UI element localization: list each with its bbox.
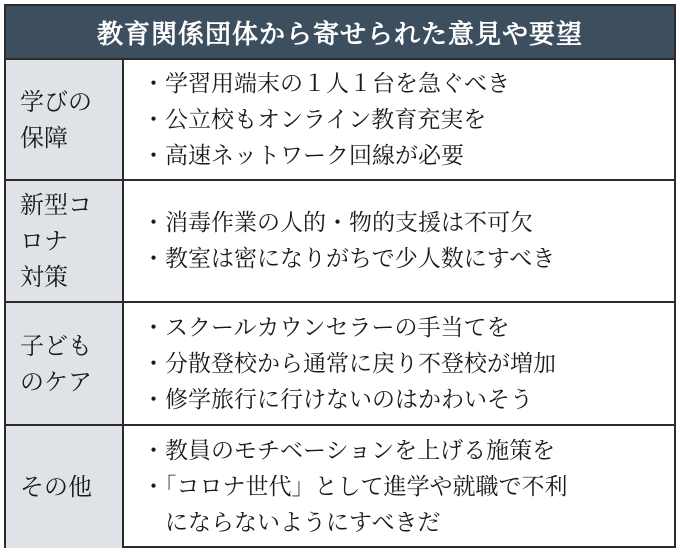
category-label: 保障 — [20, 123, 68, 152]
opinions-table — [4, 4, 676, 548]
category-cell — [6, 426, 124, 548]
table-title: 教育関係団体から寄せられた意見や要望 — [96, 19, 583, 50]
list-item: ・修学旅行に行けないのはかわいそう — [142, 386, 533, 413]
list-item: ・「コロナ世代」として進学や就職で不利 — [142, 474, 568, 500]
items-cell — [124, 426, 674, 548]
category-cell — [6, 60, 124, 179]
items-cell — [124, 303, 674, 424]
table-row-learning — [6, 60, 674, 181]
list-item: ・消毒作業の人的・物的支援は不可欠 — [142, 210, 533, 236]
category-label: 子ども — [20, 331, 92, 360]
list-item: ・公立校もオンライン教育充実を — [142, 106, 487, 133]
category-cell — [6, 303, 124, 424]
category-cell — [6, 181, 124, 301]
list-item: ・高速ネットワーク回線が必要 — [142, 142, 464, 169]
items-cell — [124, 181, 674, 301]
list-item: ・教室は密になりがちで少人数にすべき — [142, 246, 556, 272]
list-item: ・教員のモチベーションを上げる施策を — [142, 438, 556, 464]
category-label: 新型コ — [20, 191, 92, 219]
table-row-child-care — [6, 303, 674, 426]
items-cell — [124, 60, 674, 179]
category-label: 対策 — [20, 263, 68, 291]
table-row-covid — [6, 181, 674, 303]
list-item: ・スクールカウンセラーの手当てを — [142, 314, 510, 341]
table-row-other — [6, 426, 674, 548]
category-label: ロナ — [20, 227, 68, 255]
list-item: にならないようにすべきだ — [142, 510, 441, 536]
category-label: のケア — [20, 367, 92, 396]
list-item: ・分散登校から通常に戻り不登校が増加 — [142, 350, 556, 377]
list-item: ・学習用端末の１人１台を急ぐべき — [142, 70, 510, 97]
table-header — [6, 6, 674, 60]
category-label: 学びの — [20, 87, 92, 116]
category-label: その他 — [20, 473, 92, 501]
